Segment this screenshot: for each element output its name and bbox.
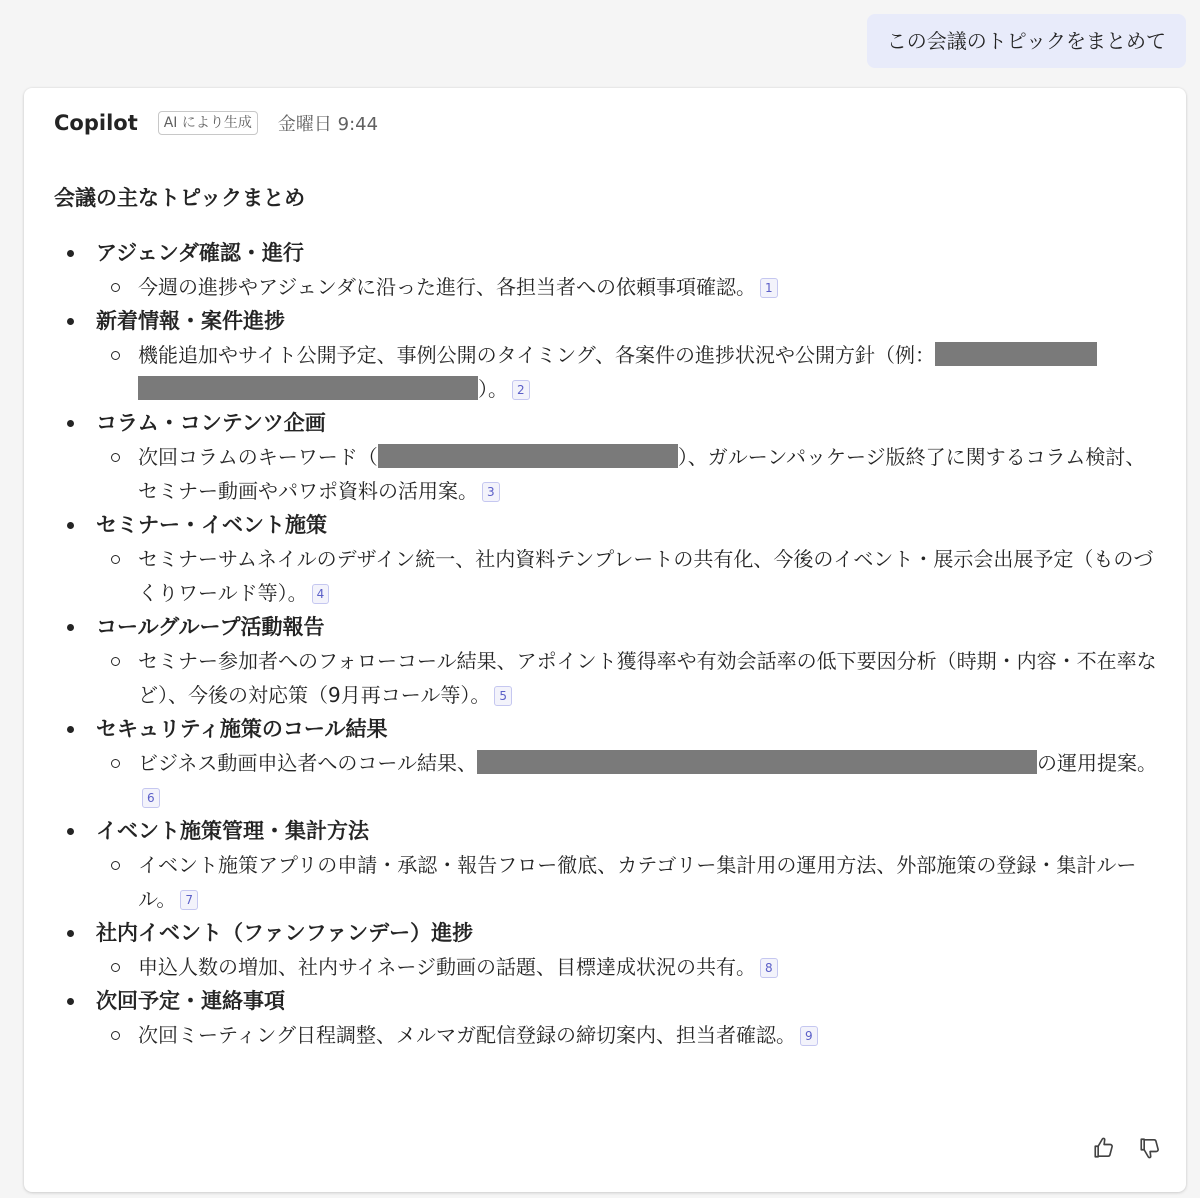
citation-marker[interactable]: 9 xyxy=(800,1026,818,1046)
redacted-block xyxy=(378,444,678,468)
topic-item xyxy=(54,814,1164,916)
topic-title: イベント施策管理・集計方法 xyxy=(96,819,369,843)
topic-detail-text: 次回コラムのキーワード（ xyxy=(138,445,378,469)
topic-item xyxy=(54,610,1164,712)
citation-marker[interactable]: 4 xyxy=(312,584,330,604)
topic-detail xyxy=(96,950,1164,984)
dislike-button[interactable] xyxy=(1136,1134,1164,1162)
topic-detail-text: セミナー参加者へのフォローコール結果、アポイント獲得率や有効会話率の低下要因分析（時期・内容・不在率など）、今後の対応策（9月再コール等）。 xyxy=(138,649,1157,707)
topic-item xyxy=(54,304,1164,406)
user-message-text: この会議のトピックをまとめて xyxy=(886,29,1166,53)
topic-detail-text: 機能追加やサイト公開予定、事例公開のタイミング、各案件の進捗状況や公開方針（例： xyxy=(138,343,935,367)
topic-detail-text: イベント施策アプリの申請・承認・報告フロー徹底、カテゴリー集計用の運用方法、外部施策の登録・集計ルール。 xyxy=(138,853,1137,911)
citation-marker[interactable]: 3 xyxy=(482,482,500,502)
topic-item xyxy=(54,236,1164,304)
topic-item xyxy=(54,916,1164,984)
topic-detail-text: 申込人数の増加、社内サイネージ動画の話題、目標達成状況の共有。 xyxy=(138,955,756,979)
topic-title: 次回予定・連絡事項 xyxy=(96,989,285,1013)
thumbs-down-icon xyxy=(1136,1134,1164,1162)
topic-title: コラム・コンテンツ企画 xyxy=(96,411,326,435)
feedback-buttons xyxy=(1090,1134,1164,1162)
citation-marker[interactable]: 1 xyxy=(760,278,778,298)
topic-detail xyxy=(96,746,1164,814)
citation-marker[interactable]: 6 xyxy=(142,788,160,808)
citation-marker[interactable]: 8 xyxy=(760,958,778,978)
citation-marker[interactable]: 2 xyxy=(512,380,530,400)
topic-title: セキュリティ施策のコール結果 xyxy=(96,717,388,741)
topic-title: 新着情報・案件進捗 xyxy=(96,309,285,333)
topic-item xyxy=(54,712,1164,814)
response-header xyxy=(54,110,378,136)
topic-detail-text: 今週の進捗やアジェンダに沿った進行、各担当者への依頼事項確認。 xyxy=(138,275,756,299)
sender-name: Copilot xyxy=(54,111,138,135)
message-timestamp: 金曜日 9:44 xyxy=(277,114,379,135)
topic-detail-text: ビジネス動画申込者へのコール結果、 xyxy=(138,751,477,775)
topic-detail-text: セミナーサムネイルのデザイン統一、社内資料テンプレートの共有化、今後のイベント・展示会出展予定（ものづくりワールド等）。 xyxy=(138,547,1154,605)
like-button[interactable] xyxy=(1090,1134,1118,1162)
redacted-block xyxy=(138,376,478,400)
topic-item xyxy=(54,406,1164,508)
topic-detail xyxy=(96,270,1164,304)
thumbs-up-icon xyxy=(1090,1134,1118,1162)
redacted-block xyxy=(477,750,1037,774)
topic-title: アジェンダ確認・進行 xyxy=(96,241,304,265)
topic-item xyxy=(54,508,1164,610)
topic-detail xyxy=(96,848,1164,916)
topic-list xyxy=(54,236,1164,1052)
topic-detail-text-end: ）、ガルーンパッケージ版終了に関するコラム検討、セミナー動画やパワポ資料の活用案。 xyxy=(138,445,1146,503)
citation-marker[interactable]: 5 xyxy=(494,686,512,706)
topic-title: セミナー・イベント施策 xyxy=(96,513,327,537)
user-message-bubble xyxy=(867,14,1186,68)
topic-detail xyxy=(96,338,1164,406)
topic-detail-text-end: ）。 xyxy=(478,377,508,401)
topic-title: 社内イベント（ファンファンデー）進捗 xyxy=(96,921,474,945)
topic-detail xyxy=(96,440,1164,508)
topic-item xyxy=(54,984,1164,1052)
ai-generated-badge: AI により生成 xyxy=(158,111,258,135)
topic-detail xyxy=(96,644,1164,712)
copilot-response-card xyxy=(24,88,1186,1192)
topic-detail-text: 次回ミーティング日程調整、メルマガ配信登録の締切案内、担当者確認。 xyxy=(138,1023,796,1047)
topic-title: コールグループ活動報告 xyxy=(96,615,325,639)
topic-detail xyxy=(96,1018,1164,1052)
topic-detail-text-end: の運用提案。 xyxy=(1037,751,1157,775)
redacted-block xyxy=(935,342,1097,366)
citation-marker[interactable]: 7 xyxy=(180,890,198,910)
topic-detail xyxy=(96,542,1164,610)
summary-title: 会議の主なトピックまとめ xyxy=(54,186,306,210)
